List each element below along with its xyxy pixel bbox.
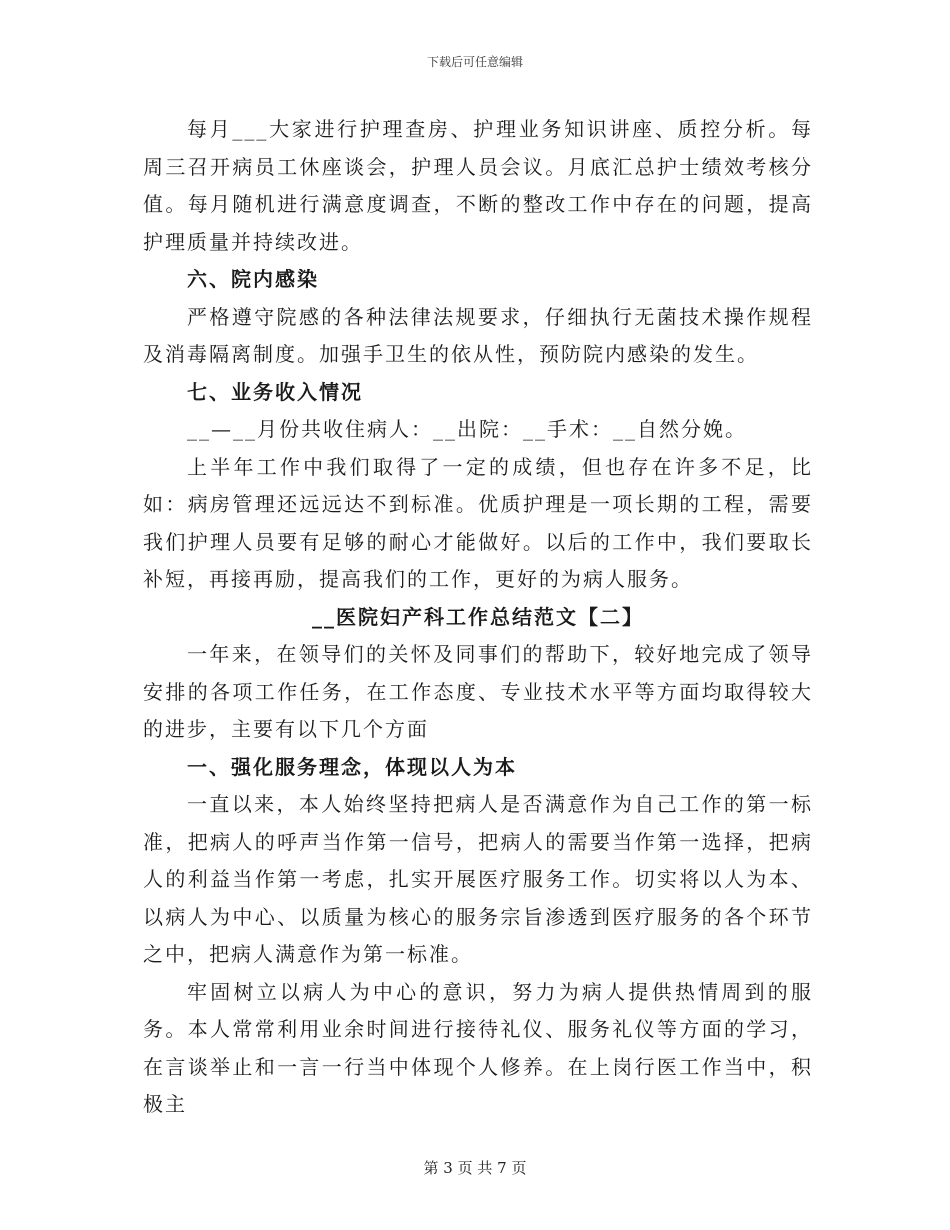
paragraph: 牢固树立以病人为中心的意识，努力为病人提供热情周到的服务。本人常常利用业余时间进行接待礼仪、服务礼仪等方面的学习，在言谈举止和一言一行当中体现个人修养。在上岗行医工作当中，积极主 [143,979,813,1116]
paragraph: __—__月份共收住病人：__出院：__手术：__自然分娩。 [187,417,747,441]
paragraph: 严格遵守院感的各种法律法规要求，仔细执行无菌技术操作规程及消毒隔离制度。加强手卫生的依从性，预防院内感染的发生。 [143,304,813,366]
page-footer: 第 3 页 共 7 页 [423,1159,527,1177]
paragraph: 一直以来，本人始终坚持把病人是否满意作为自己工作的第一标准，把病人的呼声当作第一信号，把病人的需要当作第一选择，把病人的利益当作第一考虑，扎实开展医疗服务工作。切实将以人为本、以病人为中心、以质量为核心的服务宗旨渗透到医疗服务的各个环节之中，把病人满意作为第一标准。 [143,792,813,966]
document-body [143,111,813,1124]
paragraph: 每月___大家进行护理查房、护理业务知识讲座、质控分析。每周三召开病员工休座谈会，护理人员会议。月底汇总护士绩效考核分值。每月随机进行满意度调查，不断的整改工作中存在的问题，提高护理质量并持续改进。 [143,117,813,254]
page-header: 下载后可任意编辑 [426,55,523,69]
paragraph: 上半年工作中我们取得了一定的成绩，但也存在许多不足，比如：病房管理还远远达不到标准。优质护理是一项长期的工程，需要我们护理人员要有足够的耐心才能做好。以后的工作中，我们要取长补短，再接再励，提高我们的工作，更好的为病人服务。 [143,454,813,591]
section-heading: 一、强化服务理念，体现以人为本 [187,754,517,779]
document-title: __医院妇产科工作总结范文【二】 [312,604,644,629]
paragraph: 一年来，在领导们的关怀及同事们的帮助下，较好地完成了领导安排的各项工作任务，在工作态度、专业技术水平等方面均取得较大的进步，主要有以下几个方面 [143,642,813,741]
section-heading: 六、院内感染 [187,267,319,291]
section-heading: 七、业务收入情况 [187,379,363,404]
